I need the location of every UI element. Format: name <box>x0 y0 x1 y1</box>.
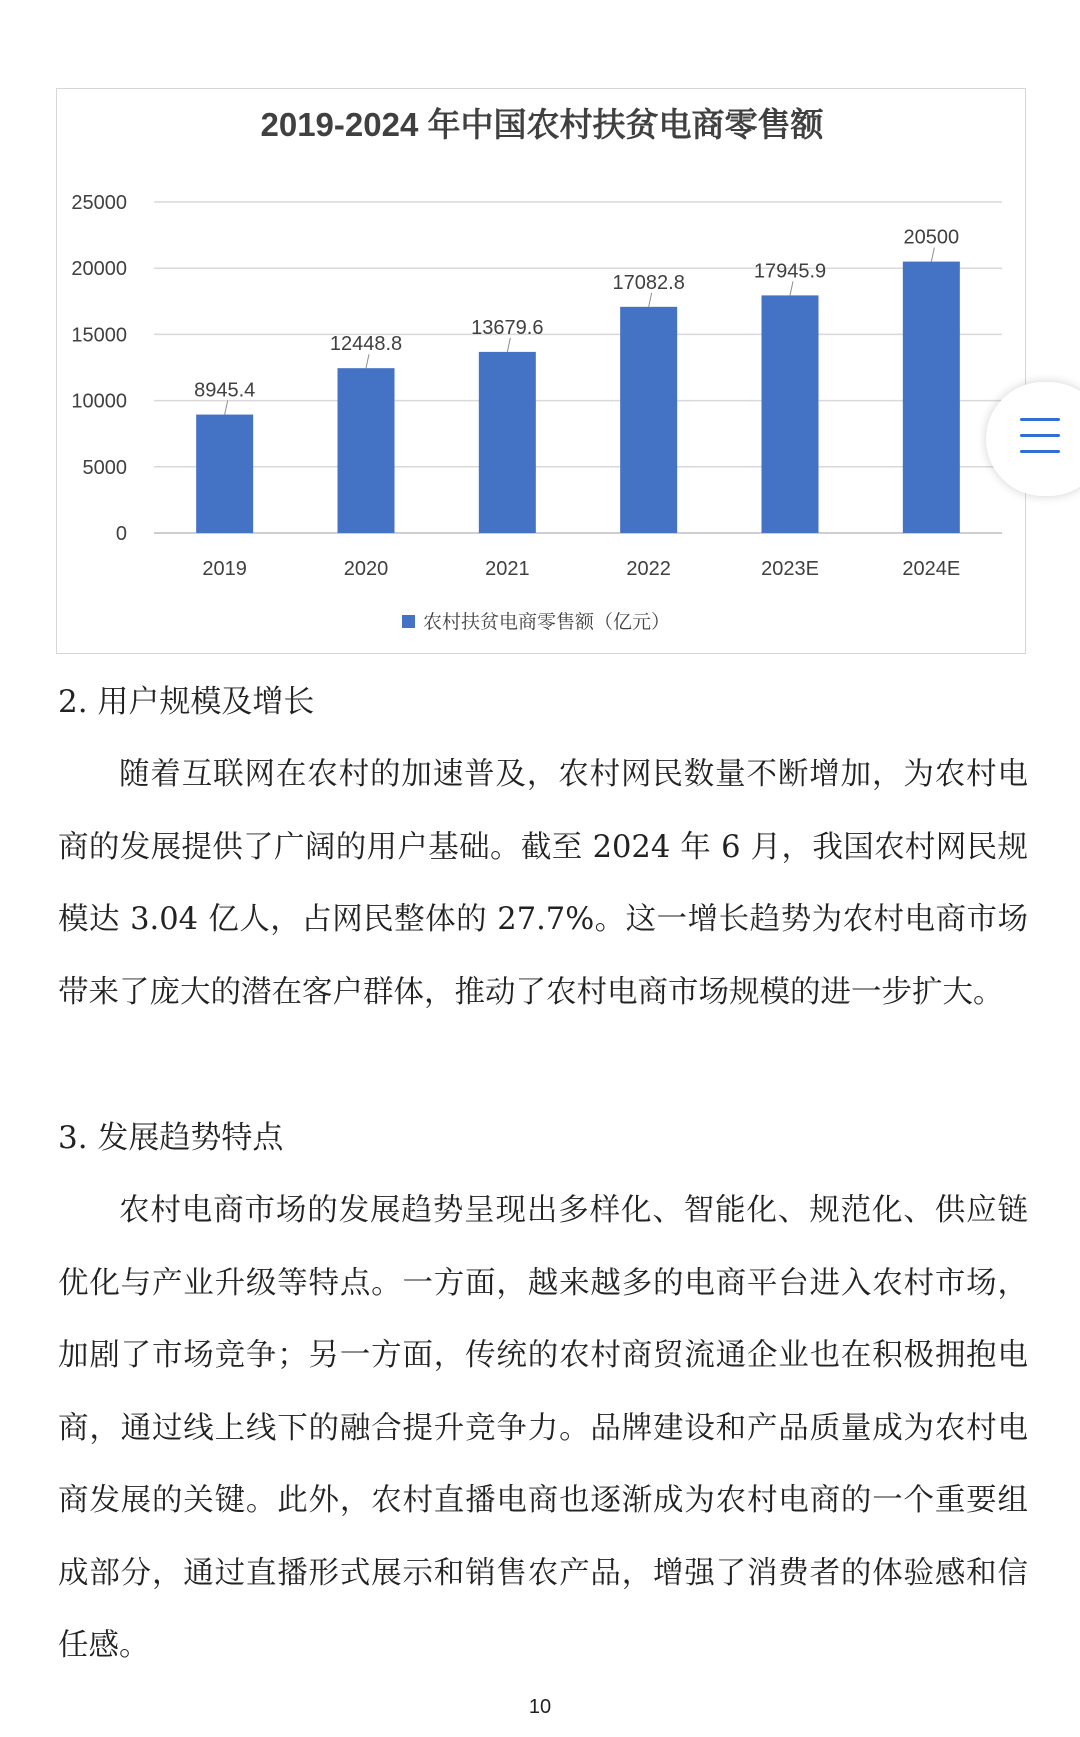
data-label-2020: 12448.8 <box>329 333 403 356</box>
x-tick-label-2020: 2020 <box>343 558 389 580</box>
data-label-2021: 13679.6 <box>471 316 544 339</box>
y-tick-label: 10000 <box>71 390 127 413</box>
data-label-leader <box>649 293 652 307</box>
chart-title: 2019-2024 年中国农村扶贫电商零售额 <box>260 106 824 143</box>
data-label-leader <box>366 354 369 368</box>
section-heading-trends: 3. 发展趋势特点 <box>58 1120 284 1156</box>
x-tick-label-2022: 2022 <box>626 558 671 580</box>
data-label-leader <box>507 338 510 352</box>
section-paragraph-user-scale: 随着互联网在农村的加速普及，农村网民数量不断增加，为农村电商的发展提供了广阔的用户基础。截至 2024 年 6 月，我国农村网民规模达 3.04 亿人，占网民整体的 27.7%。这一增长趋势为农村电商市场带来了庞大的潜在客户群体，推动了农村电商市场规模的进一步扩大。 <box>58 757 1028 1010</box>
data-label-2023E: 17945.9 <box>753 260 827 283</box>
page-number: 10 <box>528 1696 552 1718</box>
bar-2023E <box>762 295 819 533</box>
data-label-leader <box>225 401 228 415</box>
chart-container <box>56 88 1026 654</box>
data-label-2022: 17082.8 <box>612 271 685 294</box>
bar-2021 <box>479 352 536 533</box>
bar-2022 <box>620 307 677 533</box>
data-label-leader <box>790 281 793 295</box>
y-tick-label: 25000 <box>71 192 127 214</box>
y-tick-label: 0 <box>115 523 127 545</box>
x-tick-label-2021: 2021 <box>485 558 530 580</box>
legend-swatch <box>402 615 415 628</box>
data-label-2019: 8945.4 <box>194 379 256 402</box>
bar-2020 <box>338 368 395 533</box>
y-tick-label: 20000 <box>71 258 127 281</box>
bar-chart <box>57 89 1027 655</box>
bar-2019 <box>196 415 253 533</box>
data-label-2024E: 20500 <box>903 226 960 249</box>
bar-2024E <box>903 262 960 533</box>
x-tick-label-2024E: 2024E <box>902 558 961 580</box>
x-tick-label-2023E: 2023E <box>761 558 819 580</box>
y-tick-label: 15000 <box>71 324 127 347</box>
section-heading-user-scale: 2. 用户规模及增长 <box>58 684 315 720</box>
x-tick-label-2019: 2019 <box>202 558 247 580</box>
data-label-leader <box>931 248 934 262</box>
section-paragraph-trends: 农村电商市场的发展趋势呈现出多样化、智能化、规范化、供应链优化与产业升级等特点。一方面，越来越多的电商平台进入农村市场，加剧了市场竞争；另一方面，传统的农村商贸流通企业也在积极拥抱电商，通过线上线下的融合提升竞争力。品牌建设和产品质量成为农村电商发展的关键。此外，农村直播电商也逐渐成为农村电商的一个重要组成部分，通过直播形式展示和销售农产品，增强了消费者的体验感和信任感。 <box>58 1193 1028 1663</box>
y-tick-label: 5000 <box>82 456 127 479</box>
legend-label: 农村扶贫电商零售额（亿元） <box>423 612 671 633</box>
